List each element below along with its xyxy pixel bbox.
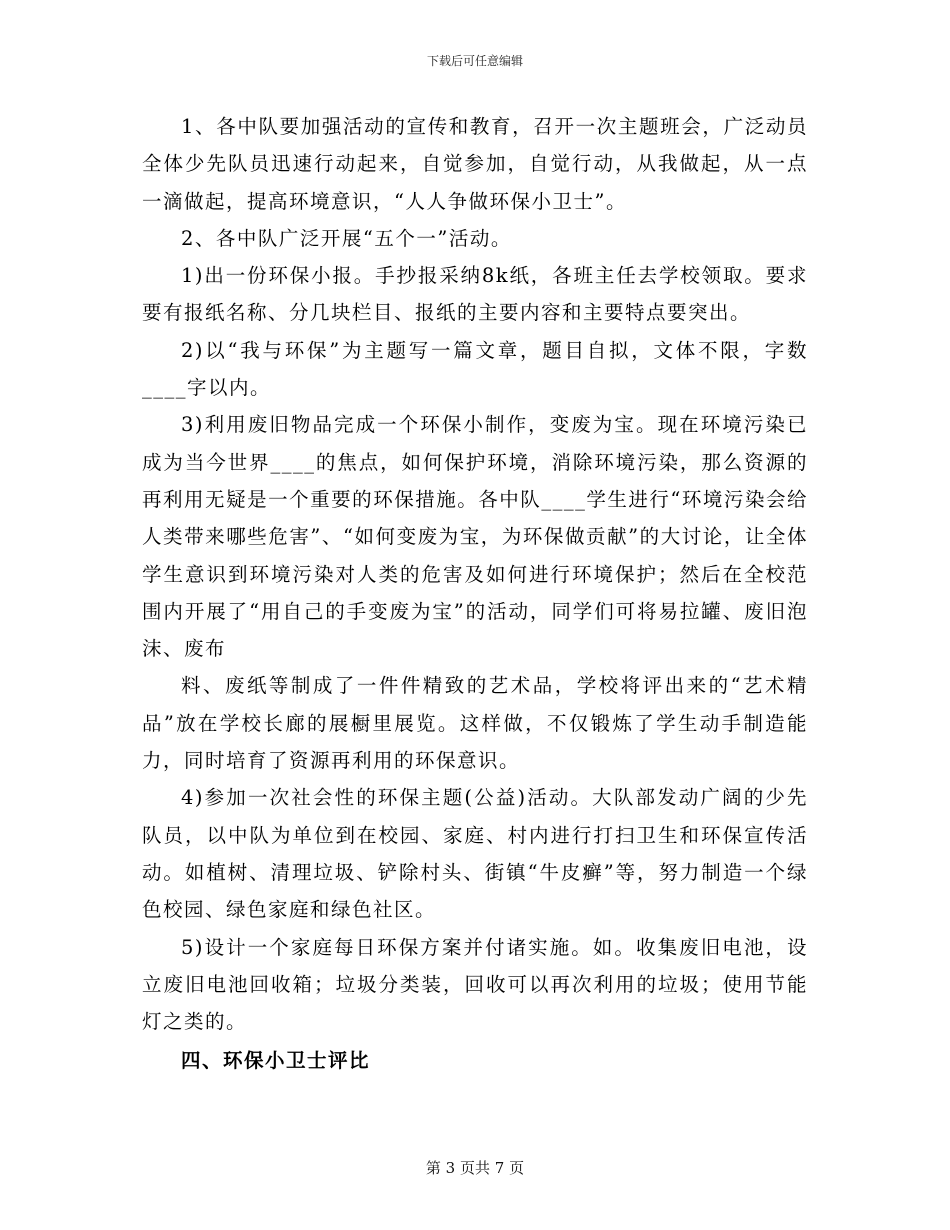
paragraph-7: 4)参加一次社会性的环保主题(公益)活动。大队部发动广阔的少先队员，以中队为单位到在校园、家庭、村内进行打扫卫生和环保宣传活动。如植树、清理垃圾、铲除村头、街镇“牛皮癣”等，努力制造一个绿色校园、绿色家庭和绿色社区。 — [142, 786, 808, 922]
paragraph-6: 料、废纸等制成了一件件精致的艺术品，学校将评出来的“艺术精品”放在学校长廊的展橱里展览。这样做，不仅锻炼了学生动手制造能力，同时培育了资源再利用的环保意识。 — [142, 674, 808, 773]
document-body — [142, 108, 808, 1080]
section-heading: 四、环保小卫士评比 — [181, 1049, 371, 1073]
paragraph-2: 2、各中队广泛开展“五个一”活动。 — [181, 226, 512, 250]
paragraph-3: 1)出一份环保小报。手抄报采纳8k纸，各班主任去学校领取。要求要有报纸名称、分几块栏目、报纸的主要内容和主要特点要突出。 — [142, 264, 808, 325]
page-footer: 第 3 页共 7 页 — [425, 1159, 525, 1177]
paragraph-8: 5)设计一个家庭每日环保方案并付诸实施。如。收集废旧电池，设立废旧电池回收箱；垃圾分类装，回收可以再次利用的垃圾；使用节能灯之类的。 — [142, 935, 808, 1034]
paragraph-5: 3)利用废旧物品完成一个环保小制作，变废为宝。现在环境污染已成为当今世界____的焦点，如何保护环境，消除环境污染，那么资源的再利用无疑是一个重要的环保措施。各中队____学生进行“环境污染会给人类带来哪些危害”、“如何变废为宝，为环保做贡献”的大讨论，让全体学生意识到环境污染对人类的危害及如何进行环境保护；然后在全校范围内开展了“用自己的手变废为宝”的活动，同学们可将易拉罐、废旧泡沫、废布 — [142, 413, 808, 661]
paragraph-4: 2)以“我与环保”为主题写一篇文章，题目自拟，文体不限，字数____字以内。 — [142, 338, 808, 400]
page-header: 下载后可任意编辑 — [426, 54, 523, 68]
paragraph-1: 1、各中队要加强活动的宣传和教育，召开一次主题班会，广泛动员全体少先队员迅速行动起来，自觉参加，自觉行动，从我做起，从一点一滴做起，提高环境意识，“人人争做环保小卫士”。 — [142, 115, 808, 213]
